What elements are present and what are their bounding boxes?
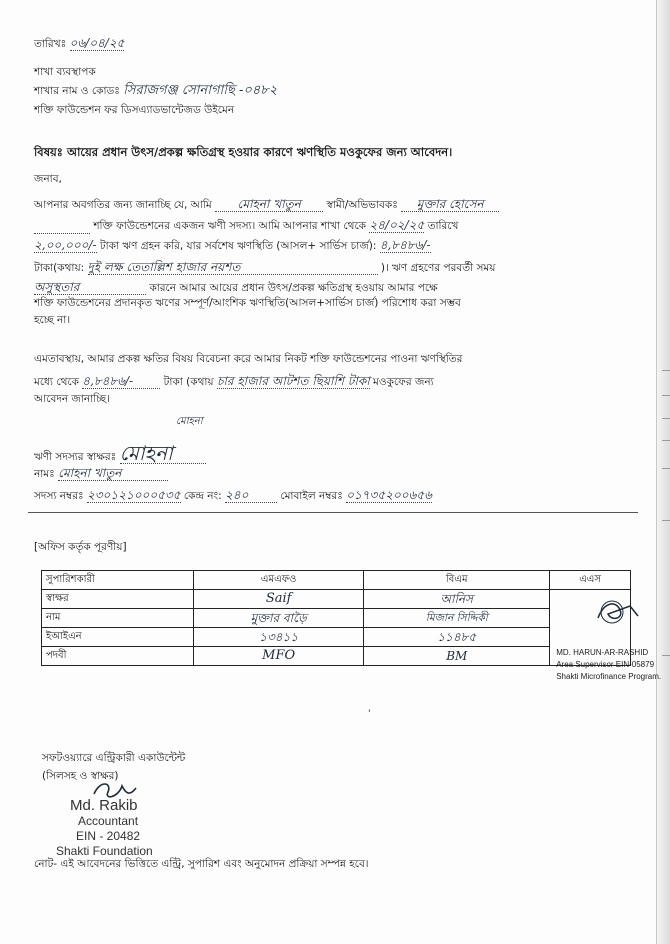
mobile-label: মোবাইল নম্বরঃ: [280, 490, 343, 502]
addressee-title: শাখা ব্যবস্থাপক: [34, 66, 96, 78]
accountant-stamp-ein: EIN - 20482: [76, 829, 141, 843]
guardian-name: মুক্তার হোসেন: [401, 197, 499, 212]
row-label-designation: পদবী: [42, 647, 194, 666]
body-line-4: [34, 260, 495, 275]
body-line-5: [34, 280, 438, 295]
footer-note: নোট- এই আবেদনের ভিত্তিতে এন্ট্রি, সুপারিশ এবং অনুমোদন প্রক্রিয়া সম্পন্ন হবে।: [34, 858, 369, 870]
guardian-label: স্বামী/অভিভাবকঃ: [326, 199, 398, 211]
accountant-stamp-name: Md. Rakib: [70, 797, 138, 814]
body-line-6: শক্তি ফাউন্ডেশনের প্রদানকৃত ঋণের সম্পূর্ণ/আংশিক ঋণস্থিতি(আসল+সার্ভিস চার্জ) পরিশোধ করা সম্ভব: [34, 297, 461, 309]
body-text-1e: টাকা(কথায়:: [34, 262, 85, 274]
body-text-1a: আপনার অবগতির জন্য জানাচ্ছি যে, আমি: [34, 199, 212, 211]
as-cell: [550, 590, 662, 681]
accountant-stamp-title: Accountant: [78, 814, 139, 828]
branch-line: [34, 84, 277, 98]
balance-value: ৪,৮৪৮৬/-: [379, 238, 431, 252]
table-row: [42, 590, 631, 609]
page-edge: [656, 0, 670, 944]
as-stamp-title: Area Supervisor EIN-05879: [556, 660, 655, 669]
header-recommender: সুপারিশকারী: [42, 571, 194, 590]
member-number-label: সদস্য নম্বরঃ: [34, 490, 84, 502]
table-row: [42, 628, 631, 647]
member-signature-label: ঋণী সদস্যর স্বাক্ষরঃ: [34, 451, 117, 463]
balance-words: দুই লক্ষ তেতাল্লিশ হাজার নয়শত: [88, 260, 378, 275]
bm-name: মিজান সিদ্দিকী: [364, 609, 550, 628]
as-stamp-org: Shakti Microfinance Program.: [556, 672, 662, 681]
branch-value: সিরাজগঞ্জ সোনাগাছি -০৪৮২: [123, 83, 278, 98]
body-line-8: এমতাবস্থায়, আমার প্রকল্প ক্ষতির বিষয় বিবেচনা করে আমার নিকট শক্তি ফাউন্ডেশনের পাওনা ঋণস্থিতির: [34, 353, 463, 365]
row-label-name: নাম: [42, 609, 194, 628]
body-line-3: [34, 238, 431, 253]
reason-value: অসুস্থতার: [34, 280, 146, 295]
date-value: ০৬/০৪/২৫: [69, 36, 125, 50]
as-stamp-name: MD. HARUN-AR-RASHID: [556, 648, 649, 657]
body-line-10: আবেদন জানাচ্ছি।: [34, 393, 110, 405]
row-label-ein: ইআইএন: [42, 628, 194, 647]
header-as: এএস: [550, 571, 631, 590]
body-text-1d: টাকা ঋণ গ্রহন করি, যার সর্বশেষ ঋণস্থিতি (আসল+ সার্ভিস চার্জ):: [99, 240, 377, 252]
date-line: [34, 36, 124, 51]
center-number: ২৪০: [225, 488, 277, 503]
as-signature-scribble: [590, 596, 650, 626]
body-text-1c: তারিখে: [427, 220, 459, 232]
table-row: [42, 609, 631, 628]
bm-designation: BM: [364, 647, 550, 666]
bm-signature: আনিস: [364, 590, 550, 609]
mfo-designation: MFO: [194, 647, 364, 666]
waive-amount: ৪,৮৪৮৬/-: [82, 374, 160, 389]
subject-line: বিষয়ঃ আয়ের প্রধান উৎস/প্রকল্প ক্ষতিগ্রস্থ হওয়ার কারণে ঋণস্থিতি মওকুফের জন্য আবেদন।: [34, 145, 453, 159]
body-line-1: [34, 197, 499, 212]
member-number: ২৩০১২১০০০৫৩৫: [86, 488, 181, 502]
accountant-stamp-org: Shakti Foundation: [56, 844, 153, 858]
mfo-ein: ১৩৪১১: [194, 628, 364, 647]
seal-signature-label: (সিলসহ ও স্বাক্ষর): [42, 770, 119, 782]
recommendation-table: [41, 570, 662, 681]
branch-label: শাখার নাম ও কোডঃ: [34, 85, 120, 97]
member-name-label: নামঃ: [34, 468, 55, 480]
table-header-row: [42, 571, 631, 590]
body-text-1g: কারনে আমার আয়ের প্রধান উৎস/প্রকল্প ক্ষতিগ্রস্থ হওয়ায় আমার পক্ষে: [149, 282, 438, 294]
pen-mark: ‘: [368, 709, 371, 719]
body-line-7: হচ্ছে না।: [34, 314, 71, 326]
loan-date: ২৪/০২/২৫: [369, 218, 425, 232]
section-divider: [28, 512, 638, 513]
table-row: [42, 647, 631, 666]
member-name-line: [34, 466, 168, 481]
body-text-2b: মধ্যে থেকে: [34, 376, 79, 388]
applicant-name: মোহনা খাতুন: [215, 197, 323, 212]
office-use-label: [অফিস কর্তৃক পূরণীয়]: [34, 541, 127, 553]
date-label: তারিখঃ: [34, 38, 67, 50]
member-info-line: [34, 488, 432, 503]
waive-words: চার হাজার আটশত ছিয়াশি টাকা: [216, 374, 370, 388]
loan-amount: ২,০০,০০০/-: [34, 238, 97, 252]
organization-name: শক্তি ফাউন্ডেশন ফর ডিসএ্যাডভান্টেজড উইমেন: [34, 104, 235, 116]
header-bm: বিএম: [364, 571, 550, 590]
body-text-2d: মওকুফের জন্য: [373, 376, 434, 388]
mfo-name: মুক্তার বাড়ৈ: [194, 609, 364, 628]
body-line-2: [34, 218, 458, 234]
member-signature: মোহনা: [120, 443, 206, 464]
entry-accountant-label: সফটওয়্যারে এন্ট্রিকারী একাউন্টেন্ট: [42, 752, 186, 764]
center-label: কেন্দ্র নং:: [183, 490, 222, 502]
salutation: জনাব,: [34, 173, 62, 185]
member-name: মোহনা খাতুন: [58, 466, 168, 481]
member-signature-line: [34, 443, 206, 464]
row-label-signature: স্বাক্ষর: [42, 590, 194, 609]
mfo-signature: Saif: [194, 590, 364, 609]
mobile-number: ০১৭৩৫২০০৬৫৬: [346, 488, 432, 502]
body-text-2c: টাকা (কথায়: [163, 376, 214, 388]
body-text-1b: শক্তি ফাউন্ডেশনের একজন ঋণী সদস্য। আমি আপনার শাখা থেকে: [93, 220, 367, 232]
bm-ein: ১১৪৮৫: [364, 628, 550, 647]
body-line-9: [34, 374, 434, 389]
header-mfo: এমএফও: [194, 571, 364, 590]
member-signature-small: মোহনা: [176, 416, 203, 427]
body-text-1f: )। ঋণ গ্রহণের পরবর্তী সময়: [380, 262, 496, 274]
